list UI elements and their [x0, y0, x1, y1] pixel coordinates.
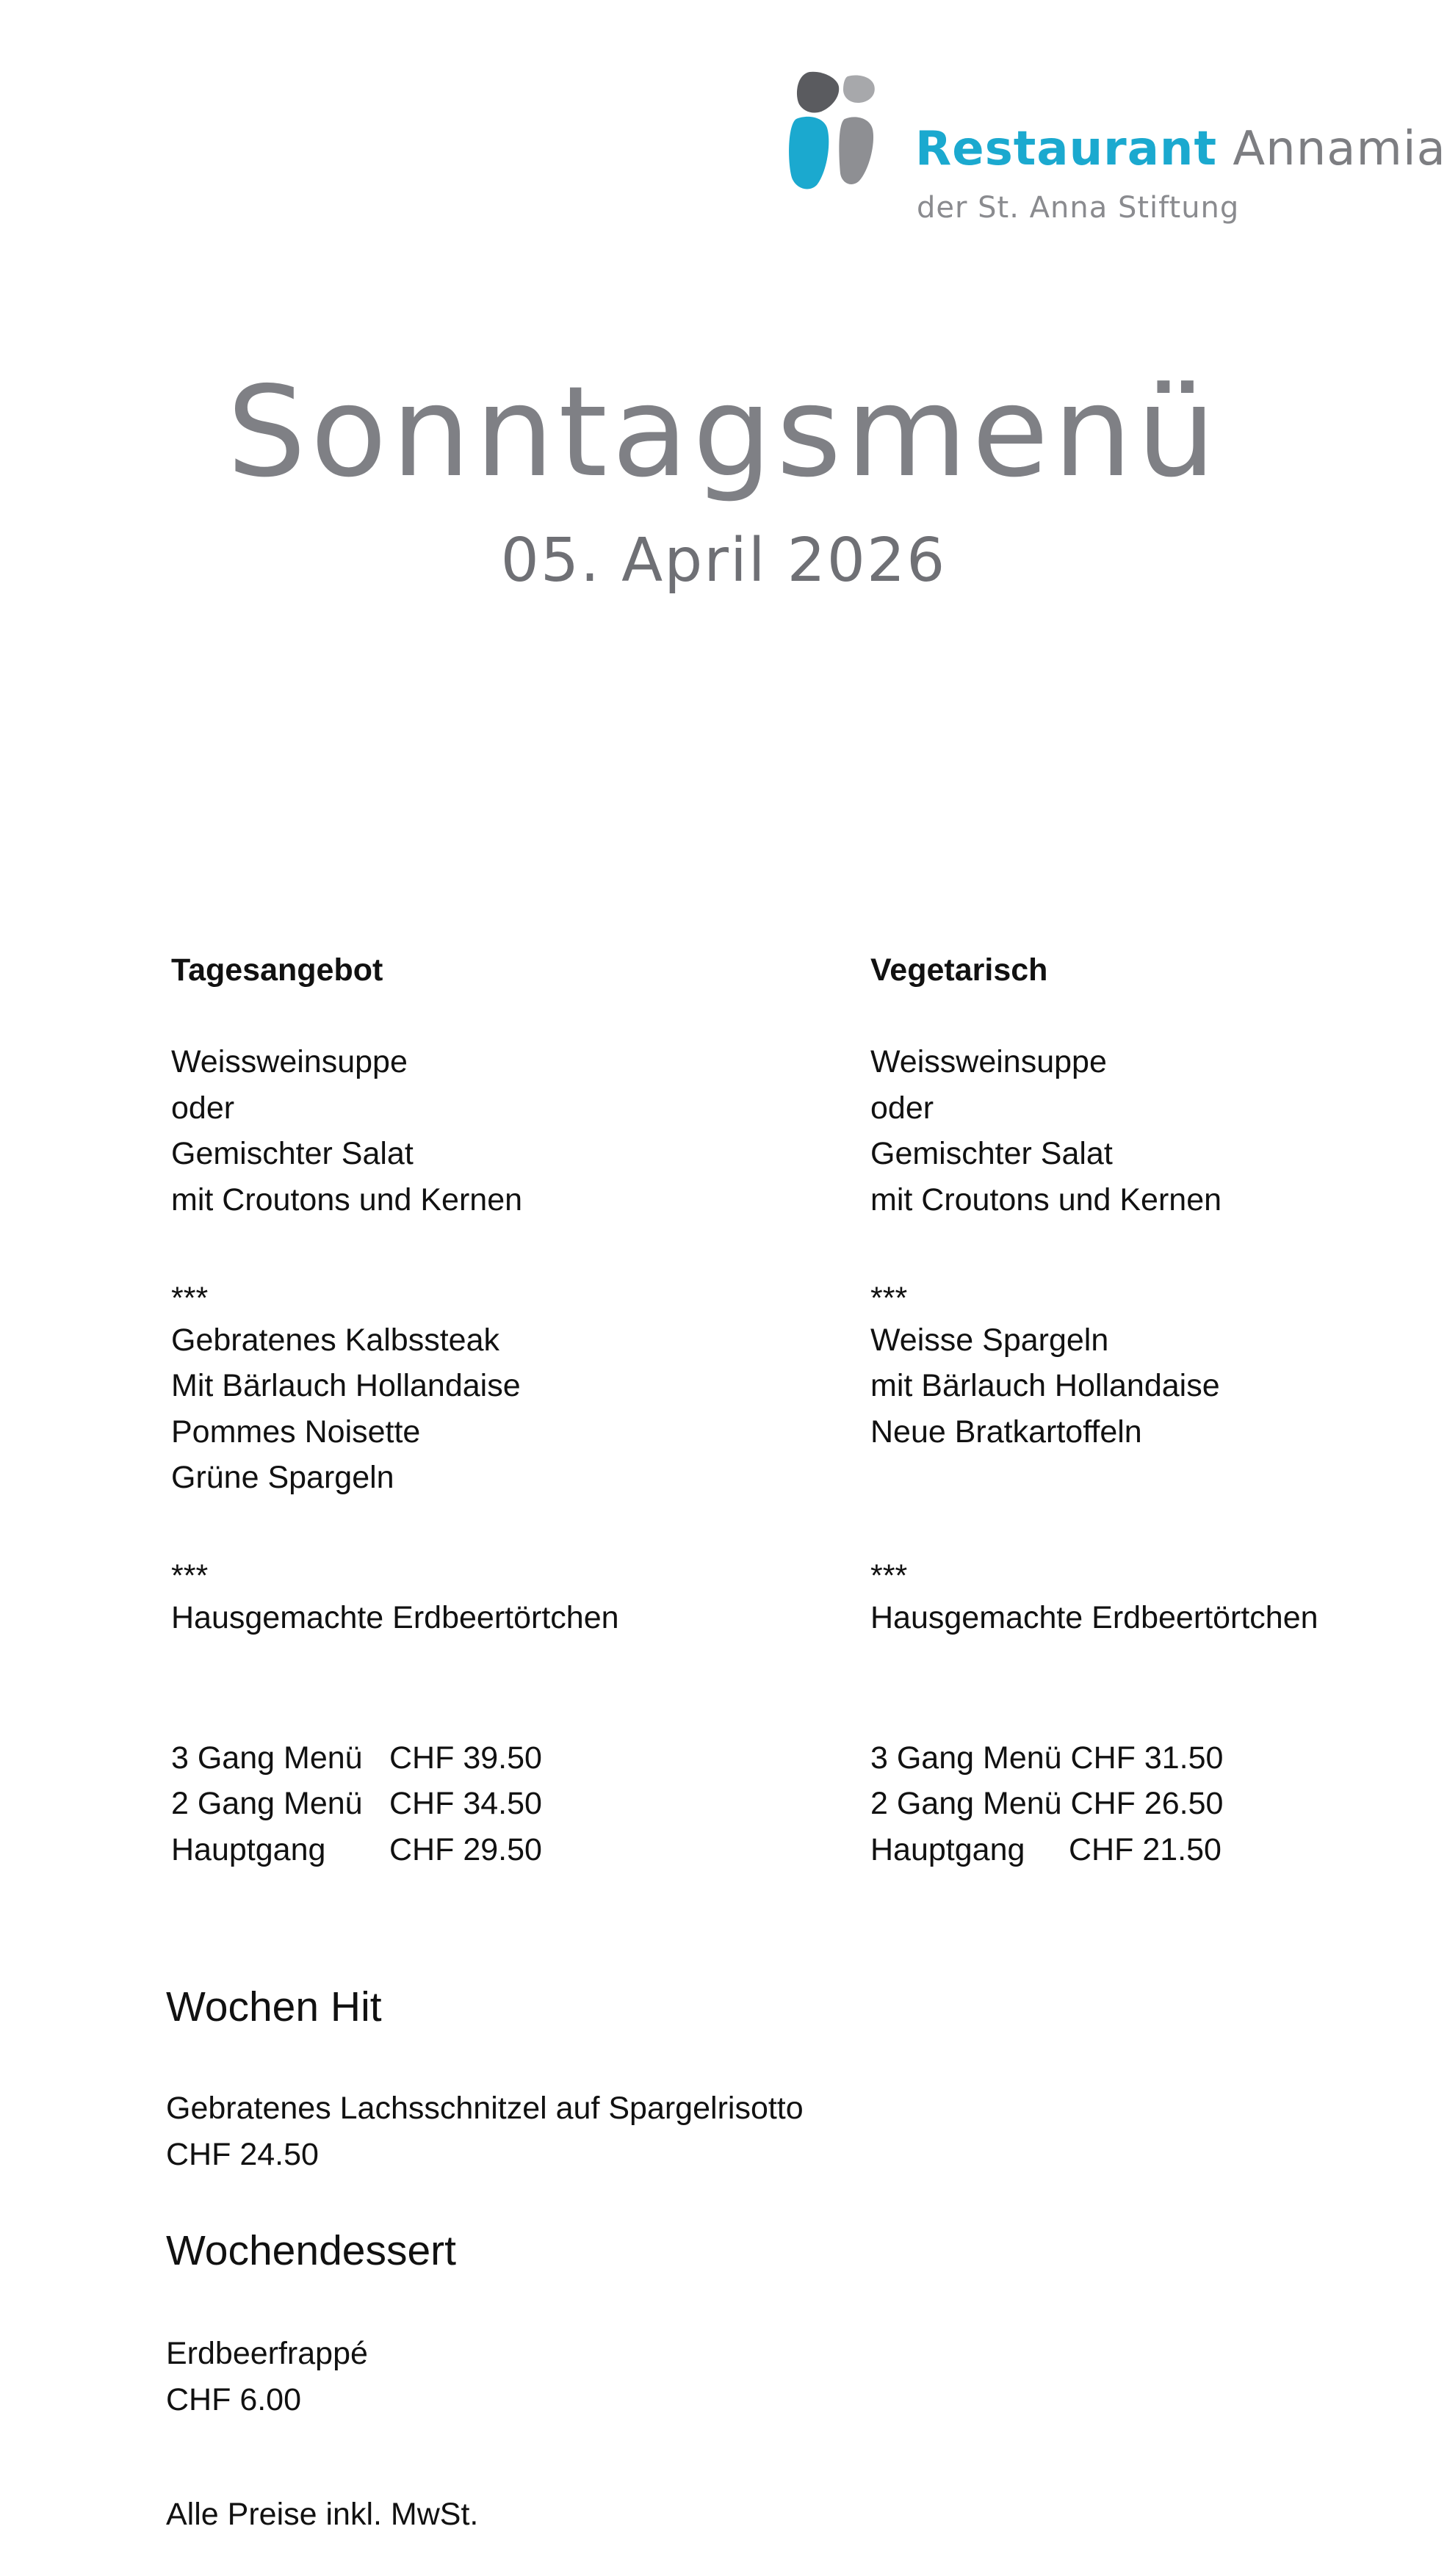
- logo-stone-light: [843, 76, 875, 104]
- price-label: Hauptgang: [171, 1831, 326, 1867]
- menu-line: Pommes Noisette: [171, 1414, 421, 1450]
- menu-column-tagesangebot: [171, 947, 832, 1873]
- brand-name-strong: Restaurant: [915, 122, 1218, 176]
- price-value: CHF 39.50: [389, 1740, 542, 1776]
- menu-line: Weissweinsuppe: [870, 1044, 1107, 1079]
- price-label: 3 Gang Menü: [171, 1740, 363, 1776]
- price-row: [870, 1735, 1447, 1781]
- price-value: CHF 34.50: [389, 1786, 542, 1821]
- brand-name: [915, 122, 1446, 176]
- price-value: CHF 31.50: [1070, 1740, 1224, 1776]
- page-title: Sonntagsmenü: [226, 360, 1221, 505]
- column-heading: Vegetarisch: [870, 952, 1048, 988]
- course-separator: ***: [171, 1280, 209, 1316]
- wochen-hit-price: CHF 24.50: [166, 2137, 319, 2172]
- menu-line: Mit Bärlauch Hollandaise: [171, 1368, 521, 1403]
- menu-line: Gebratenes Kalbssteak: [171, 1322, 499, 1358]
- menu-line: Gemischter Salat: [171, 1136, 414, 1171]
- price-row: [171, 1735, 832, 1781]
- menu-line: Grüne Spargeln: [171, 1460, 394, 1495]
- menu-line: Hausgemachte Erdbeertörtchen: [870, 1600, 1318, 1635]
- menu-line: mit Croutons und Kernen: [171, 1182, 523, 1218]
- menu-line: mit Croutons und Kernen: [870, 1182, 1222, 1218]
- wochen-hit-dish: Gebratenes Lachsschnitzel auf Spargelrisotto: [166, 2091, 804, 2126]
- menu-line: Weisse Spargeln: [870, 1322, 1109, 1358]
- brand-subtitle: der St. Anna Stiftung: [917, 191, 1240, 225]
- menu-date: 05. April 2026: [500, 526, 947, 596]
- course-separator: ***: [870, 1280, 908, 1316]
- price-row: [870, 1781, 1447, 1827]
- wochendessert-heading: Wochendessert: [166, 2227, 456, 2274]
- price-row: [171, 1827, 832, 1873]
- column-heading: Tagesangebot: [171, 952, 383, 988]
- menu-line: Weissweinsuppe: [171, 1044, 408, 1079]
- logo-stone-dark: [797, 72, 839, 113]
- price-label: 2 Gang Menü: [171, 1786, 363, 1821]
- menu-line: Hausgemachte Erdbeertörtchen: [171, 1600, 619, 1635]
- menu-line: Gemischter Salat: [870, 1136, 1113, 1171]
- menu-line: Neue Bratkartoffeln: [870, 1414, 1142, 1450]
- restaurant-logo-icon: [787, 70, 883, 192]
- price-note: Alle Preise inkl. MwSt.: [166, 2497, 479, 2532]
- price-value: CHF 29.50: [389, 1831, 542, 1867]
- logo-stone-gray: [839, 117, 873, 184]
- wochen-hit-heading: Wochen Hit: [166, 1983, 382, 2030]
- price-label: 2 Gang Menü: [870, 1786, 1062, 1821]
- wochendessert-price: CHF 6.00: [166, 2382, 302, 2417]
- price-value: CHF 21.50: [1069, 1831, 1222, 1867]
- price-label: 3 Gang Menü: [870, 1740, 1062, 1776]
- brand-name-light: Annamia: [1233, 122, 1446, 176]
- price-row: [171, 1781, 832, 1827]
- menu-line: mit Bärlauch Hollandaise: [870, 1368, 1220, 1403]
- logo-stone-blue: [789, 117, 829, 189]
- menu-column-vegetarisch: [870, 947, 1447, 1873]
- wochendessert-dish: Erdbeerfrappé: [166, 2336, 368, 2371]
- menu-line: oder: [171, 1090, 235, 1126]
- course-separator: ***: [171, 1558, 209, 1593]
- menu-line: oder: [870, 1090, 934, 1126]
- price-label: Hauptgang: [870, 1831, 1025, 1867]
- price-value: CHF 26.50: [1070, 1786, 1224, 1821]
- course-separator: ***: [870, 1558, 908, 1593]
- price-row: [870, 1827, 1447, 1873]
